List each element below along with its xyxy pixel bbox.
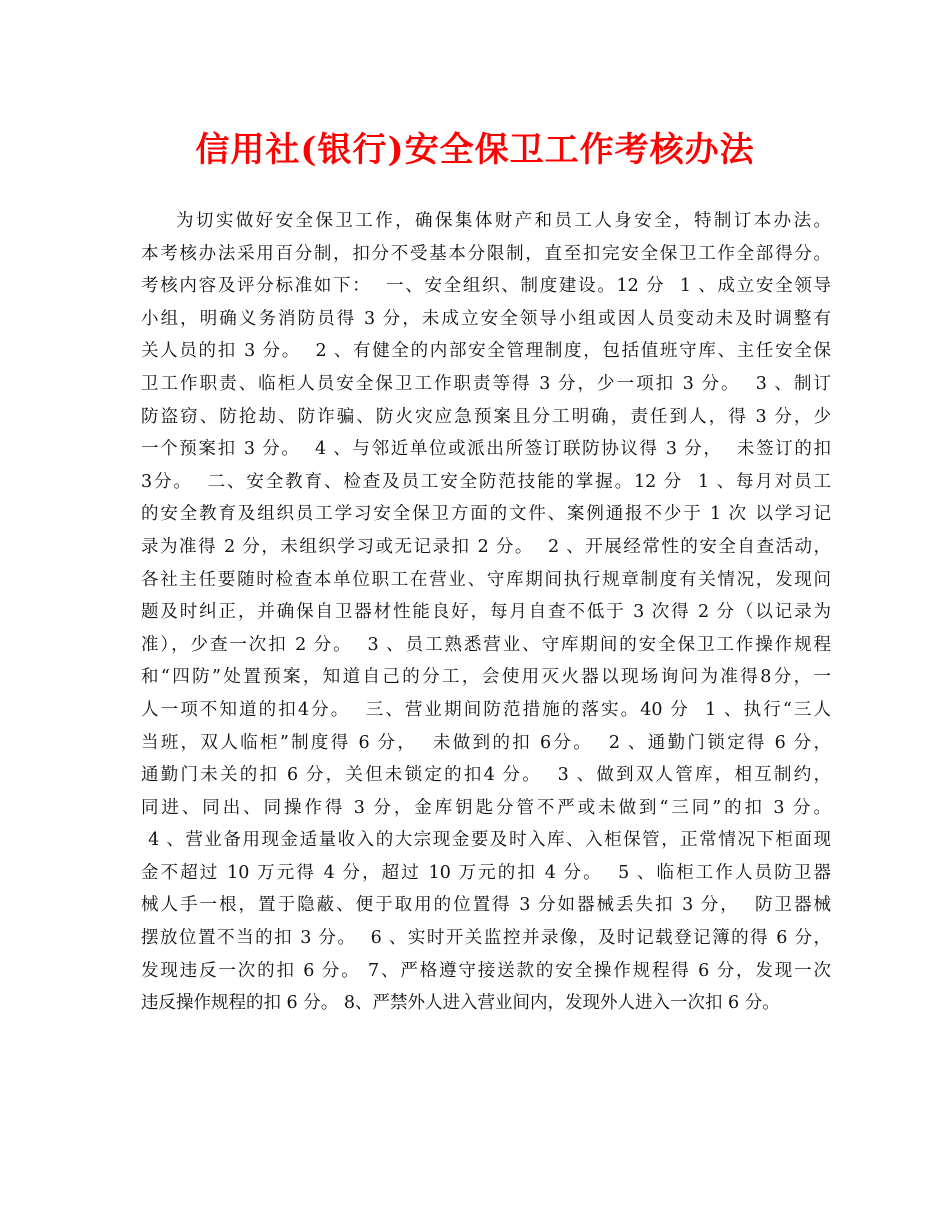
paragraph-line: 本考核办法采用百分制，扣分不受基本分限制，直至扣完安全保卫工作全部得分。 xyxy=(141,243,831,264)
paragraph-line: 录为准得 2 分，未组织学习或无记录扣 2 分。 2 、开展经常性的安全自查活动， xyxy=(141,536,831,557)
paragraph-line: 械人手一根，置于隐蔽、便于取用的位置得 3 分如器械丢失扣 3 分， 防卫器械 xyxy=(141,895,831,916)
paragraph-line: 小组，明确义务消防员得 3 分，未成立安全领导小组或因人员变动未及时调整有 xyxy=(141,308,831,329)
document-title: 信用社(银行)安全保卫工作考核办法 xyxy=(195,130,755,170)
paragraph-line: 3分。 二、安全教育、检查及员工安全防范技能的掌握。12 分 1 、每月对员工 xyxy=(141,471,831,492)
paragraph-line: 考核内容及评分标准如下： 一、安全组织、制度建设。12 分 1 、成立安全领导 xyxy=(141,276,831,297)
paragraph-line: 4 、营业备用现金适量收入的大宗现金要及时入库、入柜保管，正常情况下柜面现 xyxy=(141,830,831,851)
paragraph-line: 各社主任要随时检查本单位职工在营业、守库期间执行规章制度有关情况，发现问 xyxy=(141,569,831,590)
paragraph-line: 人一项不知道的扣4分。 三、营业期间防范措施的落实。40 分 1 、执行“三人 xyxy=(141,699,831,720)
paragraph-line: 和“四防”处置预案，知道自己的分工，会使用灭火器以现场询问为准得8分，一 xyxy=(141,667,831,688)
paragraph-line: 金不超过 10 万元得 4 分，超过 10 万元的扣 4 分。 5 、临柜工作人员防卫器 xyxy=(141,862,831,883)
paragraph-line: 卫工作职责、临柜人员安全保卫工作职责等得 3 分，少一项扣 3 分。 3 、制订 xyxy=(141,373,831,394)
paragraph-line: 同进、同出、同操作得 3 分，金库钥匙分管不严或未做到“三同”的扣 3 分。 xyxy=(141,797,831,818)
paragraph-line: 准），少查一次扣 2 分。 3 、员工熟悉营业、守库期间的安全保卫工作操作规程 xyxy=(141,634,831,655)
paragraph-line: 防盗窃、防抢劫、防诈骗、防火灾应急预案且分工明确，责任到人，得 3 分，少 xyxy=(141,406,831,427)
paragraph-line: 为切实做好安全保卫工作，确保集体财产和员工人身安全，特制订本办法。 xyxy=(176,211,831,231)
paragraph-line: 发现违反一次的扣 6 分。 7、严格遵守接送款的安全操作规程得 6 分，发现一次 xyxy=(141,960,831,981)
paragraph-line: 题及时纠正，并确保自卫器材性能良好，每月自查不低于 3 次得 2 分（以记录为 xyxy=(141,602,831,623)
document-body xyxy=(141,205,831,1020)
paragraph-line: 当班，双人临柜”制度得 6 分， 未做到的扣 6分。 2 、通勤门锁定得 6 分， xyxy=(141,732,831,753)
paragraph-line: 的安全教育及组织员工学习安全保卫方面的文件、案例通报不少于 1 次 以学习记 xyxy=(141,504,831,525)
paragraph-line: 关人员的扣 3 分。 2 、有健全的内部安全管理制度，包括值班守库、主任安全保 xyxy=(141,341,831,362)
paragraph-line: 违反操作规程的扣 6 分。 8、严禁外人进入营业间内，发现外人进入一次扣 6 分。 xyxy=(141,993,780,1014)
paragraph-line: 通勤门未关的扣 6 分，关但未锁定的扣4 分。 3 、做到双人管库，相互制约， xyxy=(141,765,831,786)
paragraph-line: 摆放位置不当的扣 3 分。 6 、实时开关监控并录像，及时记载登记簿的得 6 分， xyxy=(141,928,831,949)
paragraph-line: 一个预案扣 3 分。 4 、与邻近单位或派出所签订联防协议得 3 分， 未签订的扣 xyxy=(141,439,831,460)
